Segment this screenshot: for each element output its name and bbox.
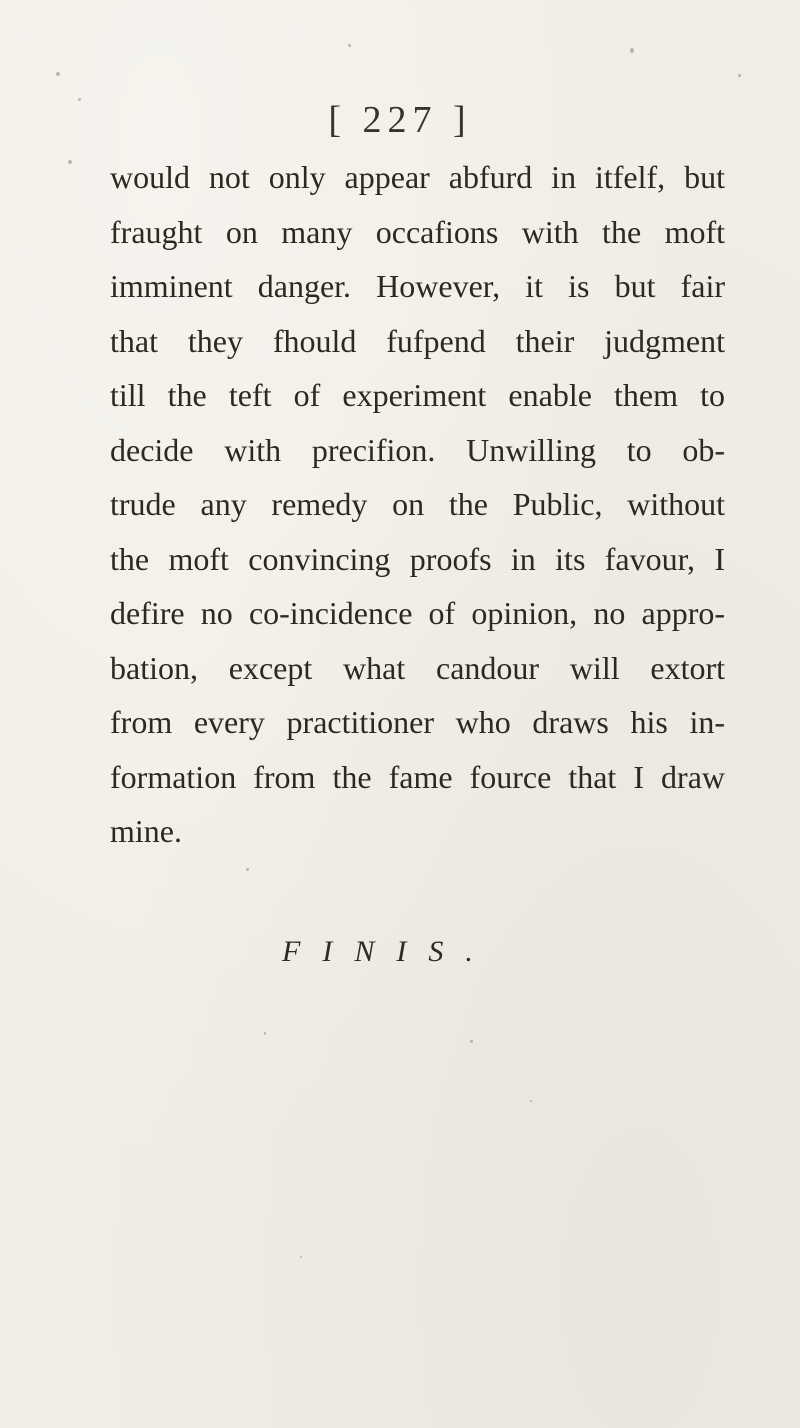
paper-speck (300, 1256, 302, 1258)
text-line: fraught on many occafions with the moft (110, 213, 725, 250)
text-line: the moft convincing proofs in its favour, I (110, 540, 725, 577)
paper-speck (630, 48, 634, 53)
paper-speck (530, 1100, 532, 1102)
text-line: imminent danger. However, it is but fair (110, 268, 725, 304)
text-line: till the teft of experiment enable them to (110, 377, 725, 413)
paper-speck (264, 1032, 266, 1035)
paper-speck (68, 160, 72, 164)
text-line: from every practitioner who draws his in- (110, 704, 725, 740)
text-line: that they fhould fufpend their judgment (110, 322, 725, 359)
text-line: defire no co-incidence of opinion, no appro- (110, 595, 725, 631)
text-line: trude any remedy on the Public, without (110, 486, 725, 522)
body-text (110, 150, 725, 859)
paper-speck (246, 868, 249, 871)
text-line: mine. (110, 813, 182, 849)
paper-speck (738, 74, 741, 77)
text-line: formation from the fame fource that I draw (110, 758, 725, 795)
paper-speck (348, 44, 351, 47)
paper-speck (470, 1040, 473, 1043)
text-line: bation, except what candour will extort (110, 649, 725, 686)
finis-closing: FINIS. (282, 935, 495, 968)
paper-speck (56, 72, 60, 76)
text-line: would not only appear abfurd in itfelf, but (110, 159, 725, 195)
text-line: decide with precifion. Unwilling to ob- (110, 431, 725, 468)
page-number: [ 227 ] (328, 99, 472, 141)
